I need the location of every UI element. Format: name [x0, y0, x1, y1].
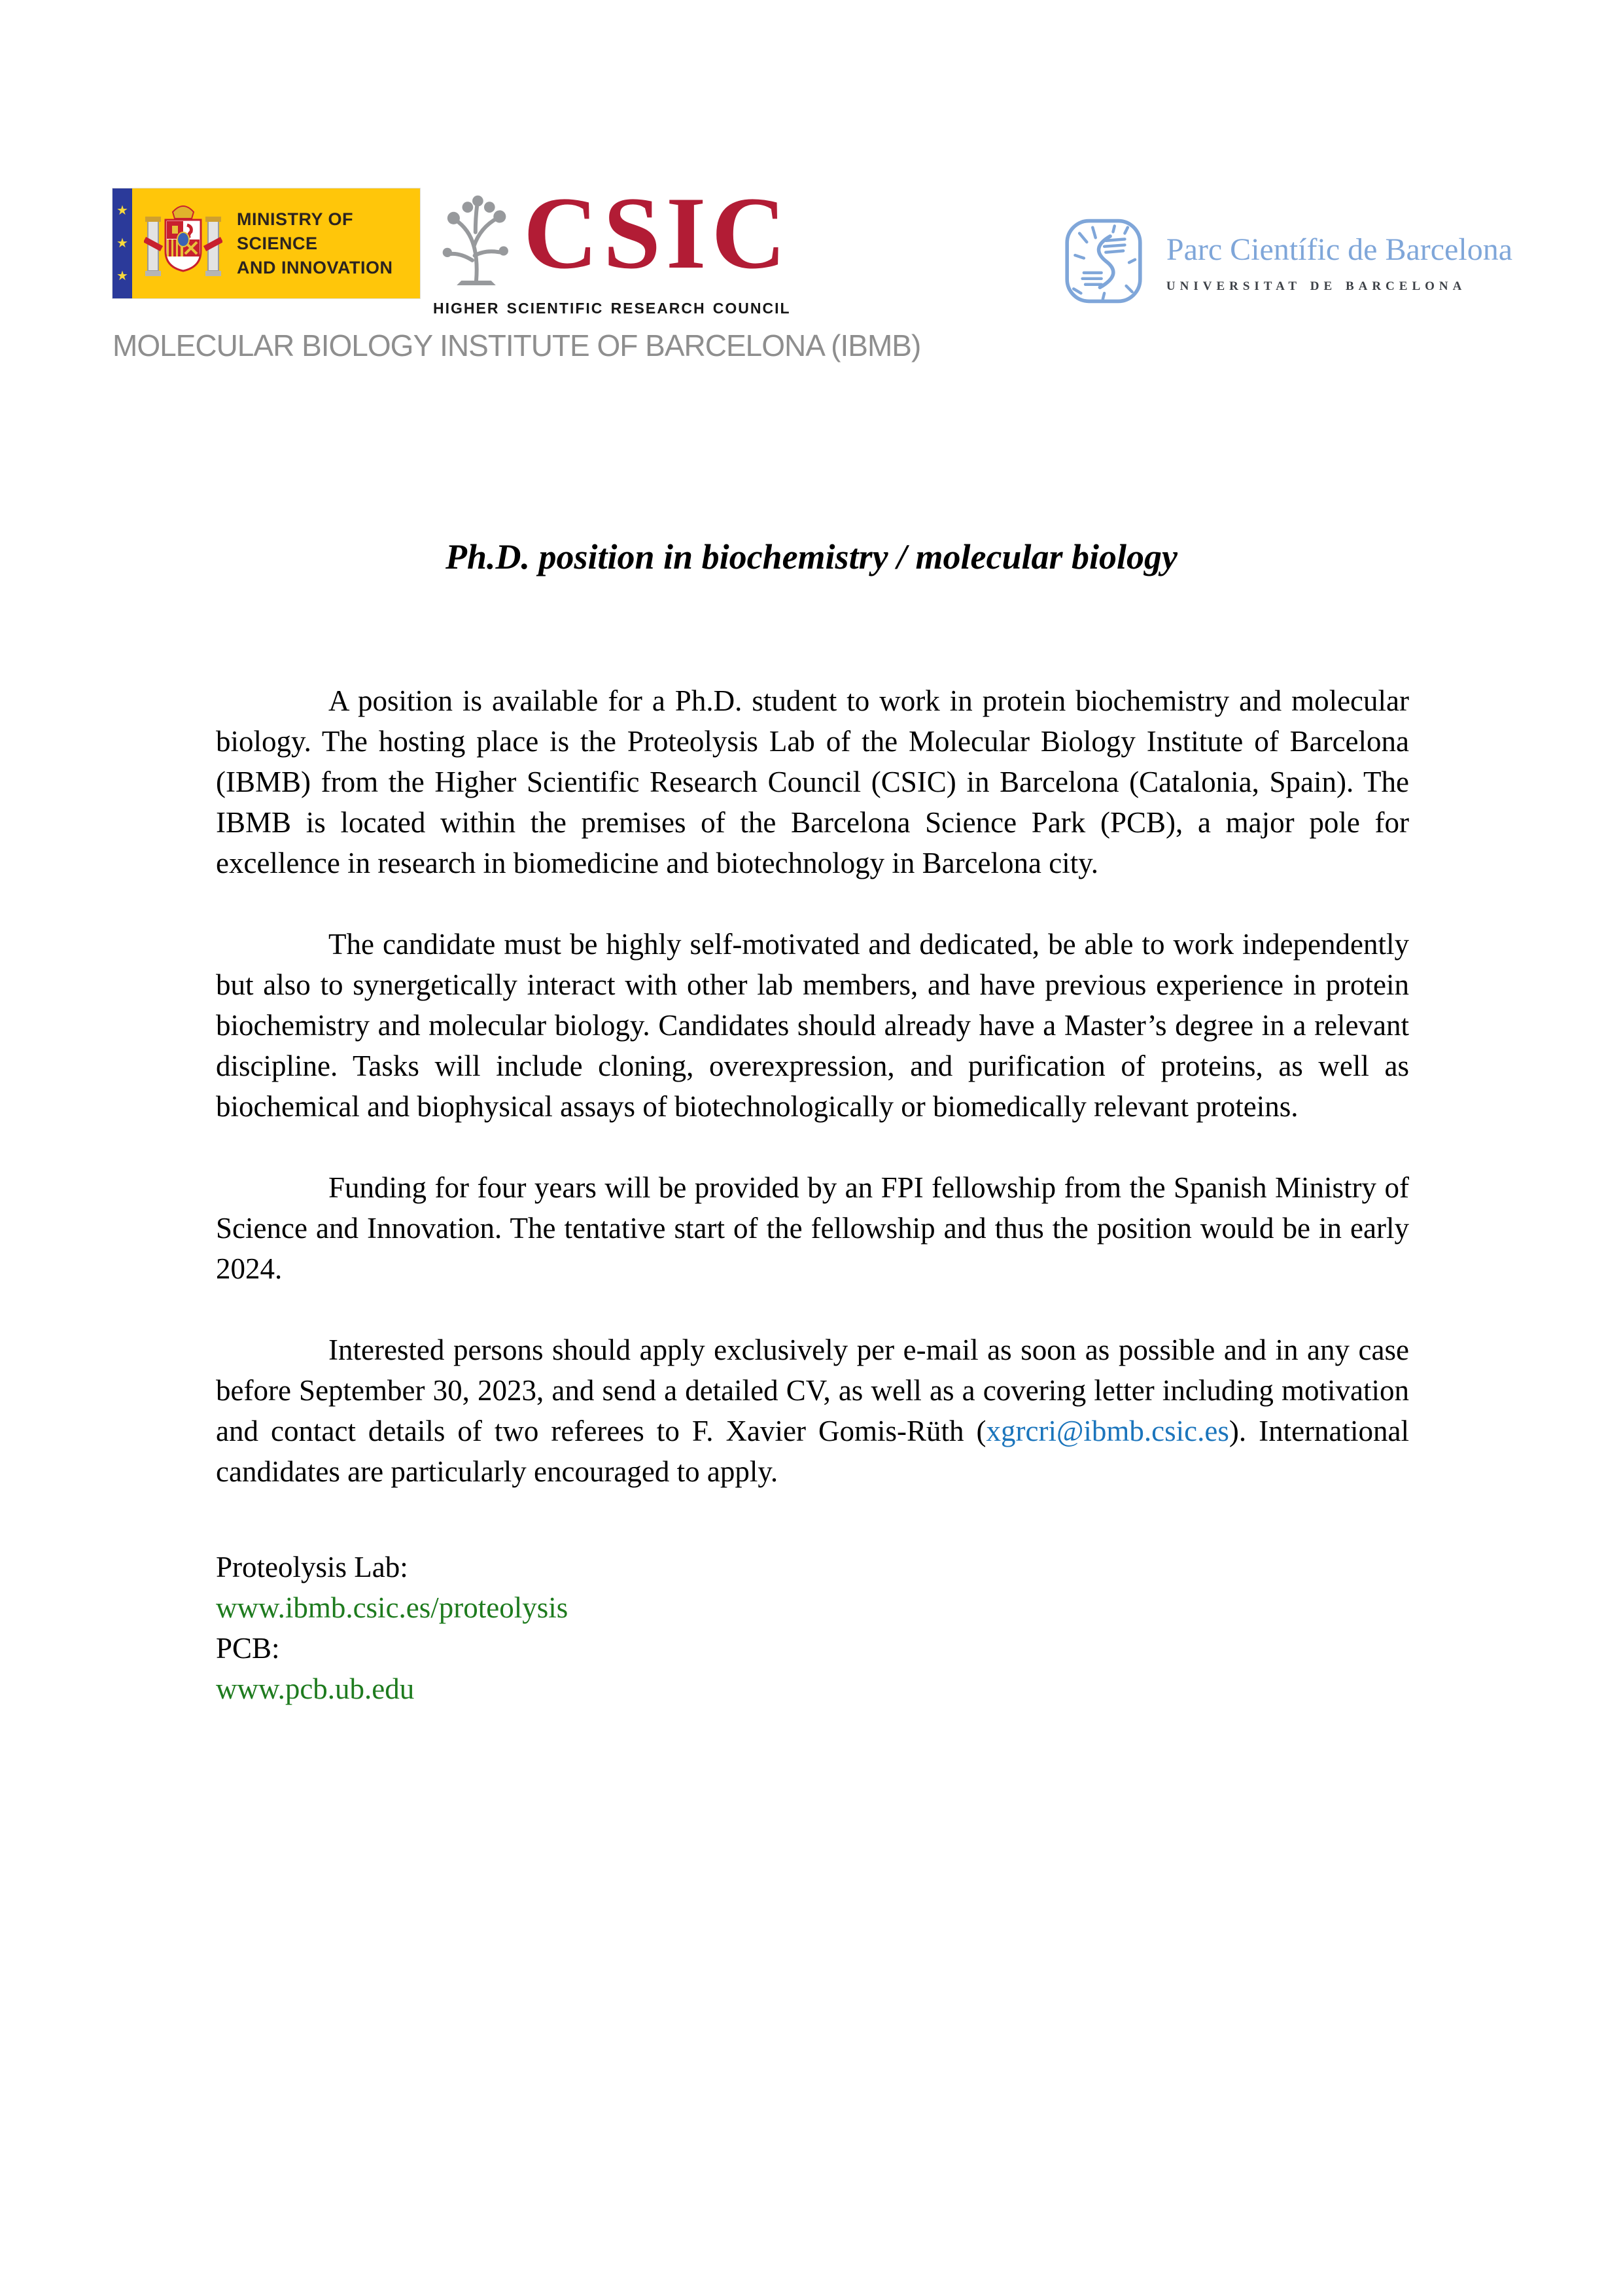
pcb-university: universitat de barcelona: [1166, 274, 1467, 294]
paragraph-funding: Funding for four years will be provided by an FPI fellowship from the Spanish Ministry of Science and Innovation. The tentative start of the fellowship and thus the position would be in early 2024.: [216, 1171, 1409, 1285]
apply-text-before: Interested persons should apply exclusively per e-mail as soon as possible and in any case before September 30, 2023, and send a detailed CV, as well as a covering letter including motivation and contact details of two referees to F. Xavier Gomis-Rüth (: [216, 1333, 1409, 1447]
star-icon: ★: [116, 269, 128, 283]
star-icon: ★: [116, 203, 128, 218]
csic-acronym: CSIC: [523, 176, 792, 291]
csic-logo: [433, 176, 792, 319]
pcb-label: PCB:: [216, 1632, 280, 1665]
lab-url-link[interactable]: www.ibmb.csic.es/proteolysis: [216, 1591, 568, 1624]
ministry-line1: MINISTRY OF SCIENCE: [237, 209, 354, 253]
csic-subtitle: higher scientific research council: [433, 294, 791, 318]
star-icon: ★: [116, 236, 128, 251]
eu-flag-stripe: [113, 188, 132, 298]
page-header: [113, 176, 1512, 363]
pcb-logo: [1058, 217, 1512, 308]
ministry-logo: [113, 188, 420, 298]
pcb-name: Parc Científic de Barcelona: [1166, 232, 1512, 267]
email-link[interactable]: xgrcri@ibmb.csic.es: [986, 1415, 1229, 1447]
dna-badge-icon: [1058, 217, 1149, 308]
csic-tree-icon: [433, 188, 519, 289]
ibmb-csic-logo-block: [113, 176, 921, 363]
footer-links: [216, 1547, 1409, 1709]
ministry-line2: AND INNOVATION: [237, 257, 393, 277]
spain-coat-of-arms-icon: [144, 199, 222, 289]
lab-label: Proteolysis Lab:: [216, 1551, 408, 1583]
document-body: [216, 680, 1409, 1709]
paragraph-apply: [216, 1330, 1409, 1492]
paragraph-candidate: The candidate must be highly self-motivated and dedicated, be able to work independently but also to synergetically interact with other lab members, and have previous experience in protein biochemistry and molecular biology. Candidates should already have a Master’s degree in a relevant discipline. Tasks will include cloning, overexpression, and purification of proteins, as well as biochemical and biophysical assays of biotechnologically or biomedically relevant proteins.: [216, 928, 1409, 1123]
paragraph-intro: A position is available for a Ph.D. student to work in protein biochemistry and molecular biology. The hosting place is the Proteolysis Lab of the Molecular Biology Institute of Barcelona (IBMB) from the Higher Scientific Research Council (CSIC) in Barcelona (Catalonia, Spain). The IBMB is located within the premises of the Barcelona Science Park (PCB), a major pole for excellence in research in biomedicine and biotechnology in Barcelona city.: [216, 684, 1409, 879]
pcb-url-link[interactable]: www.pcb.ub.edu: [216, 1672, 415, 1705]
ministry-name: [237, 207, 413, 280]
page-title: Ph.D. position in biochemistry / molecular biology: [445, 537, 1178, 576]
apply-text-after: ). International candidates are particularly encouraged to apply.: [216, 1415, 1409, 1488]
institute-caption: MOLECULAR BIOLOGY INSTITUTE OF BARCELONA (IBMB): [113, 328, 921, 362]
